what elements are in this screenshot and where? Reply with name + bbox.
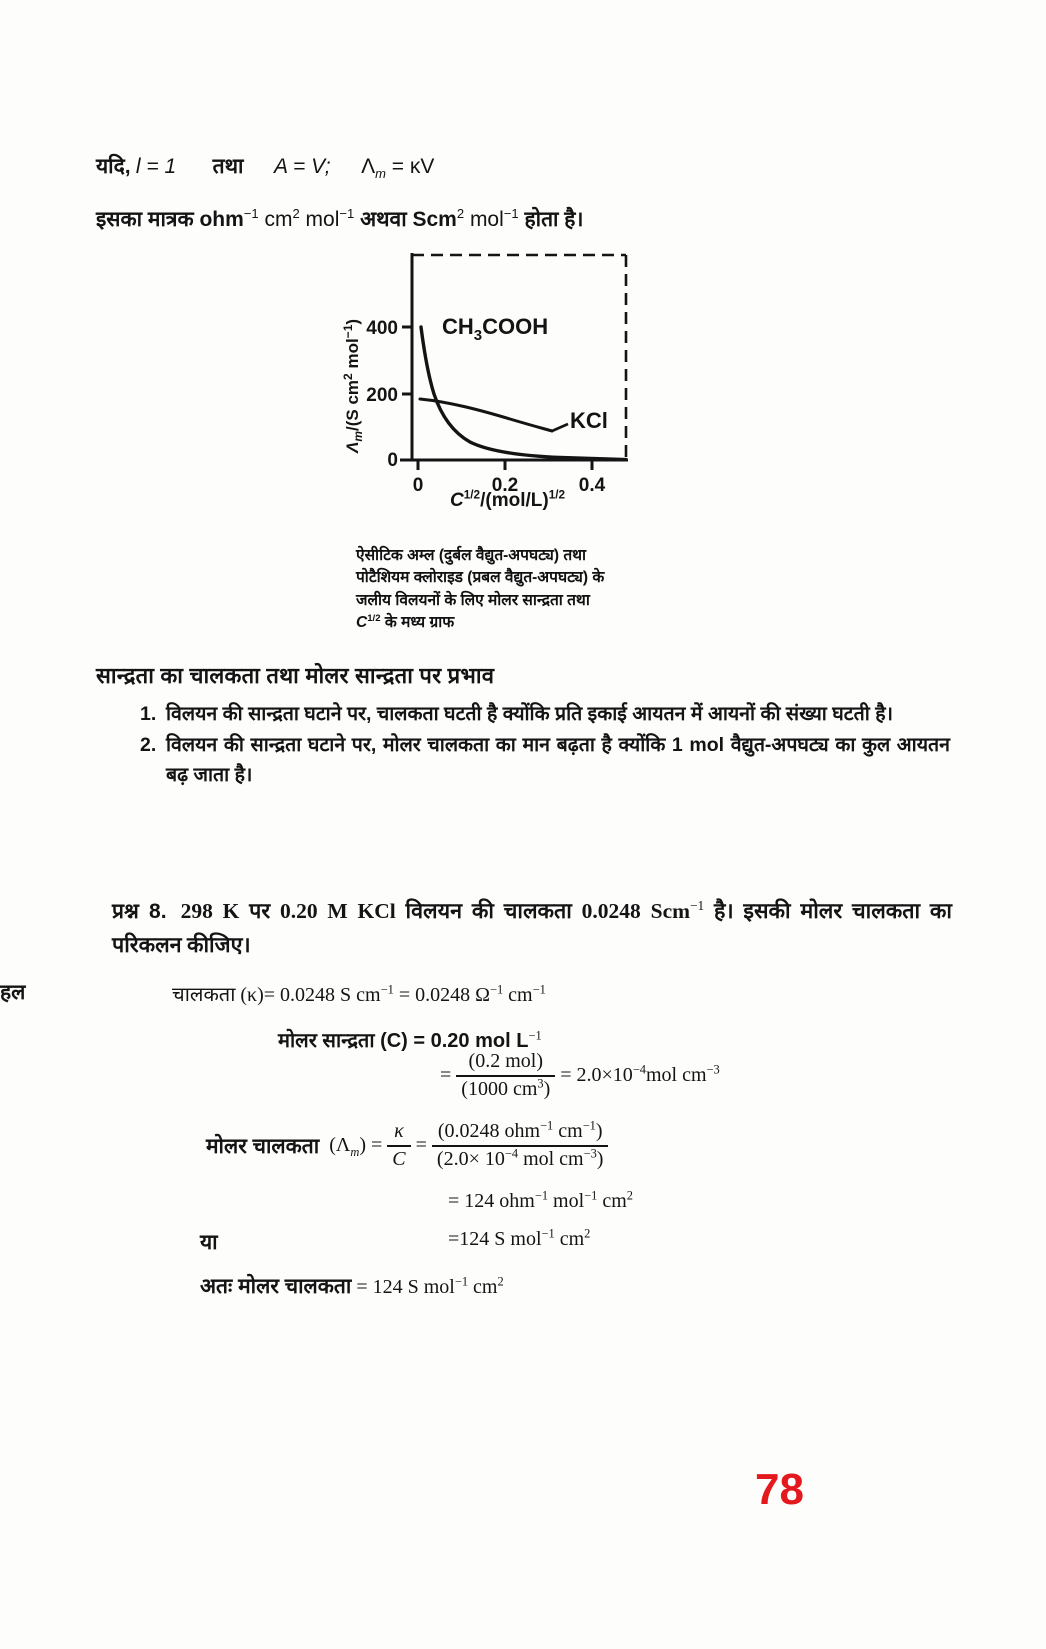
chart-label-ch3cooh: $CH_3COOH$ [442,314,549,344]
chart-ytick-label-400: 400 [366,318,398,339]
sol-molar-lead: मोलर चालकता [206,1134,320,1158]
page-title: सान्द्रता का चालकता तथा मोलर सान्द्रता पर प्रभाव [96,663,495,688]
sol-kappa-text: चालकता (κ)= 0.0248 S cm [172,984,381,1006]
solution-molar-conductivity-equation [206,1120,613,1171]
page-number: 78 [755,1465,804,1514]
chart-curve-ch3cooh [421,327,626,460]
solution-final-answer: अतः मोलर चालकता = 124 S mol$^{-1}$ $cm^2$ [200,1274,504,1298]
sol-frac1-numerator: (0.2 mol) [468,1050,543,1072]
effects-list [140,700,950,792]
sol-kappa-over-c [387,1120,410,1171]
chart-y-axis-title: $\Lambda_m/(S$ $cm^2$ mol$^{-1}$) [341,318,365,453]
solution-or-label: या [200,1231,218,1254]
sol-molar-equals: = [415,1134,427,1157]
chart-kcl-leader [552,424,568,431]
list-item [140,700,950,729]
formula-line-condition [96,152,434,180]
solution-concentration-fraction [440,1050,720,1101]
chart-xtick-label-04: 0.4 [578,475,606,496]
unit-mol-2: mol [464,208,504,231]
sol-final-lead: अतः मोलर चालकता [200,1275,352,1298]
question-label: प्रश्न 8. [112,900,167,923]
unit-exp-3: −1 [339,206,355,221]
unit-prefix-text: इसका मात्रक ohm [96,208,244,231]
chart-ytick-label-200: 200 [366,385,398,406]
sol-frac1 [456,1050,555,1101]
figure-caption-line-1: ऐसीटिक अम्ल (दुर्बल वैद्युत-अपघट्य) तथा [356,547,587,564]
sol-kappa-denominator: C [392,1147,406,1170]
list-item-number: 1. [140,703,157,725]
sol-kappa-bar [387,1145,410,1147]
list-item-text: विलयन की सान्द्रता घटाने पर, मोलर चालकता का मान बढ़ता है क्योंकि 1 mol वैद्युत-अपघट्य का कुल आयतन बढ़ जाता है। [166,734,950,786]
formula-a-equals-v: A = V; [273,155,331,178]
unit-exp-2: 2 [292,206,300,221]
sol-molar-symbol: $(\Lambda_m)$ = [329,1134,383,1160]
figure-caption-line-3: जलीय विलयनों के लिए मोलर सान्द्रता तथा [356,591,590,609]
solution-concentration-line [278,1026,542,1053]
unit-exp-4: 2 [456,206,465,221]
sol-frac1-equals: = [440,1064,452,1087]
chart-curve-kcl [420,399,552,431]
chart-svg [330,248,630,498]
unit-exp-5: −1 [503,206,519,221]
question-text-part2: है। इसकी मोलर चालकता का परिकलन कीजिए। [112,899,952,957]
solution-conductivity-line [172,980,546,1007]
sol-frac2 [432,1120,609,1171]
question-superscript: −1 [690,897,705,913]
sol-conc-sup: −1 [528,1028,542,1043]
list-item-number: 2. [140,734,157,757]
chart-xtick-label-0: 0 [412,475,424,496]
figure-caption-line-4: $C^{1/2}$ के मध्य ग्राफ [356,613,455,632]
sol-kappa-cm: cm [503,984,533,1006]
unit-athava: अथवा Scm [354,208,457,231]
chart-ytick-label-0: 0 [387,450,398,471]
list-item [140,731,950,790]
unit-exp-1: −1 [243,206,259,221]
list-item-text: विलयन की सान्द्रता घटाने पर, चालकता घटती है क्योंकि प्रति इकाई आयतन में आयनों की संख्या घटती है। [166,703,893,725]
chart-label-kcl: KCl [570,408,608,433]
figure-caption [356,545,716,635]
unit-mol: mol [299,208,340,231]
unit-suffix: होता है। [518,208,584,231]
sol-sup-2: −1 [489,982,504,997]
sol-frac2-numerator: (0.0248 ohm$^{-1}$ $cm^{-1}$) [437,1118,603,1142]
sol-frac2-bar [432,1145,609,1147]
formula-if-prefix: यदि, [96,155,131,178]
solution-result-line-1: = 124 ohm$^{-1}$ mol$^{-1}$ $cm^2$ [448,1188,633,1212]
formula-l-equals-1: l = 1 [135,155,177,178]
question-text-part1: 298 K पर 0.20 M KCl विलयन की चालकता 0.0248 Scm [180,899,691,923]
chart-x-axis-title: $C^{1/2}/(mol/L)^{1/2}$ [450,488,566,511]
solution-label: हल [0,981,26,1004]
unit-cm: cm [258,208,293,231]
formula-and-word: तथा [212,155,244,178]
formula-line-units [96,205,583,233]
sol-kappa-numerator: κ [394,1120,404,1142]
sol-conc-text: मोलर सान्द्रता (C) = 0.20 mol L [278,1030,529,1052]
question-block [112,895,952,962]
sol-frac1-result: = $2.0\times 10^{-4}mol$ $cm^{-3}$ [560,1062,720,1087]
sol-frac2-denominator: ($2.0\times 10^{-4}$ mol $cm^{-3}$) [436,1145,604,1170]
sol-sup-1: −1 [380,982,394,997]
sol-kappa-ohm: = 0.0248 Ω [393,984,490,1006]
formula-lambda-m-equals-kappa-v: $\Lambda_m = \kappa V$ [361,155,435,182]
chart-xtick-label-02: 0.2 [491,475,519,496]
sol-sup-3: −1 [532,982,546,997]
figure-caption-line-2: पोटैशियम क्लोराइड (प्रबल वैद्युत-अपघट्य) के [356,569,605,587]
molar-conductivity-chart [330,248,630,498]
solution-result-line-2: =124 S mol$^{-1}$ $cm^2$ [448,1226,591,1250]
sol-frac1-denominator: (1000 $cm^3$) [461,1075,551,1100]
